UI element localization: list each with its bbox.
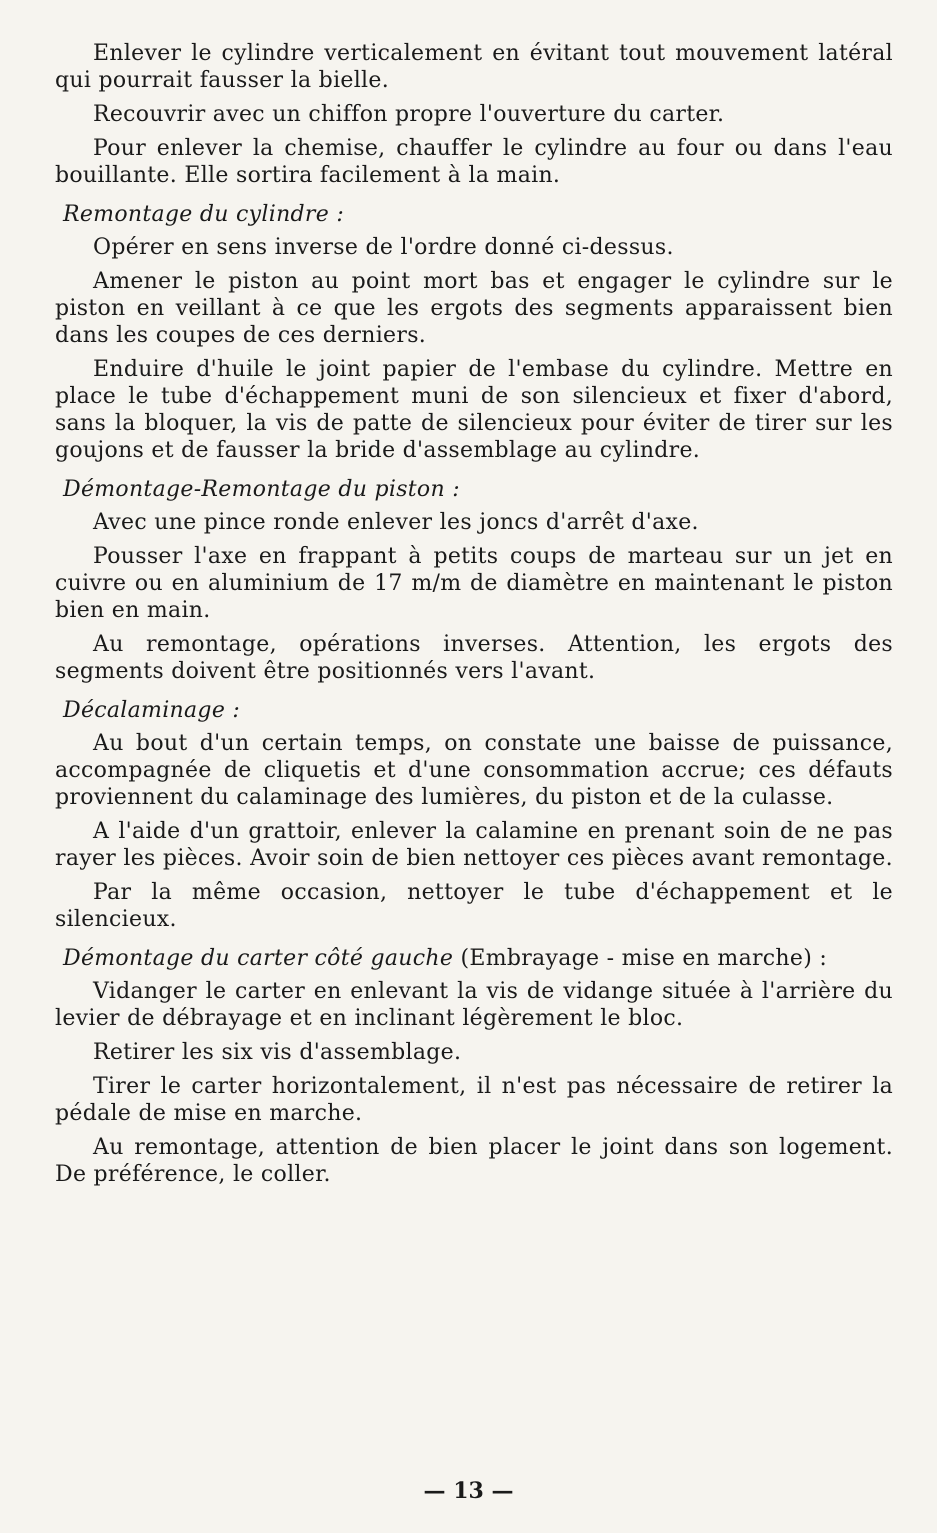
paragraph-gasket-placement: Au remontage, attention de bien placer le joint dans son logement. De préférence, le coller. xyxy=(55,1135,893,1187)
heading-left-crankcase xyxy=(63,945,893,972)
paragraph-power-loss: Au bout d'un certain temps, on constate une baisse de puissance, accompagnée de cliquetis et d'une consommation accrue; ces défauts proviennent du calaminage des lumières, du piston et de la culasse. xyxy=(55,731,893,810)
page-body xyxy=(55,40,893,1195)
paragraph-circlips: Avec une pince ronde enlever les joncs d'arrêt d'axe. xyxy=(93,510,699,535)
paragraph-pull-case: Tirer le carter horizontalement, il n'est pas nécessaire de retirer la pédale de mise en marche. xyxy=(55,1074,893,1126)
paragraph-reverse-order: Opérer en sens inverse de l'ordre donné ci-dessus. xyxy=(93,235,674,260)
paragraph-cover-opening: Recouvrir avec un chiffon propre l'ouverture du carter. xyxy=(93,102,725,127)
heading-decarbonizing: Décalaminage : xyxy=(63,698,241,723)
paragraph-six-screws: Retirer les six vis d'assemblage. xyxy=(93,1040,462,1065)
paragraph-push-pin: Pousser l'axe en frappant à petits coups de marteau sur un jet en cuivre ou en aluminium de 17 m/m de diamètre en maintenant le piston bien en main. xyxy=(55,544,893,623)
paragraph-remove-liner: Pour enlever la chemise, chauffer le cylindre au four ou dans l'eau bouillante. Elle sortira facilement à la main. xyxy=(55,136,893,188)
paragraph-exhaust-cleaning: Par la même occasion, nettoyer le tube d'échappement et le silencieux. xyxy=(55,880,893,932)
paragraph-drain: Vidanger le carter en enlevant la vis de vidange située à l'arrière du levier de débrayage et en inclinant légèrement le bloc. xyxy=(55,979,893,1031)
paragraph-scraper: A l'aide d'un grattoir, enlever la calamine en prenant soin de ne pas rayer les pièces. Avoir soin de bien nettoyer ces pièces avant remontage. xyxy=(55,819,893,871)
page-number: — 13 — xyxy=(423,1478,514,1504)
heading-left-crankcase-title: Démontage du carter côté gauche xyxy=(63,946,454,971)
heading-left-crankcase-subtitle: (Embrayage - mise en marche) : xyxy=(453,946,828,971)
paragraph-gasket-oil: Enduire d'huile le joint papier de l'embase du cylindre. Mettre en place le tube d'échappement muni de son silencieux et fixer d'abord, sans la bloquer, la vis de patte de silencieux pour éviter de tirer sur les goujons et de fausser la bride d'assemblage au cylindre. xyxy=(55,357,893,463)
heading-cylinder-reassembly: Remontage du cylindre : xyxy=(63,202,345,227)
paragraph-cylinder-removal: Enlever le cylindre verticalement en évitant tout mouvement latéral qui pourrait fausser la bielle. xyxy=(55,41,893,93)
paragraph-piston-bottom: Amener le piston au point mort bas et engager le cylindre sur le piston en veillant à ce que les ergots des segments apparaissent bien dans les coupes de ces derniers. xyxy=(55,269,893,348)
heading-piston: Démontage-Remontage du piston : xyxy=(63,477,460,502)
paragraph-piston-reassembly: Au remontage, opérations inverses. Attention, les ergots des segments doivent être positionnés vers l'avant. xyxy=(55,632,893,684)
